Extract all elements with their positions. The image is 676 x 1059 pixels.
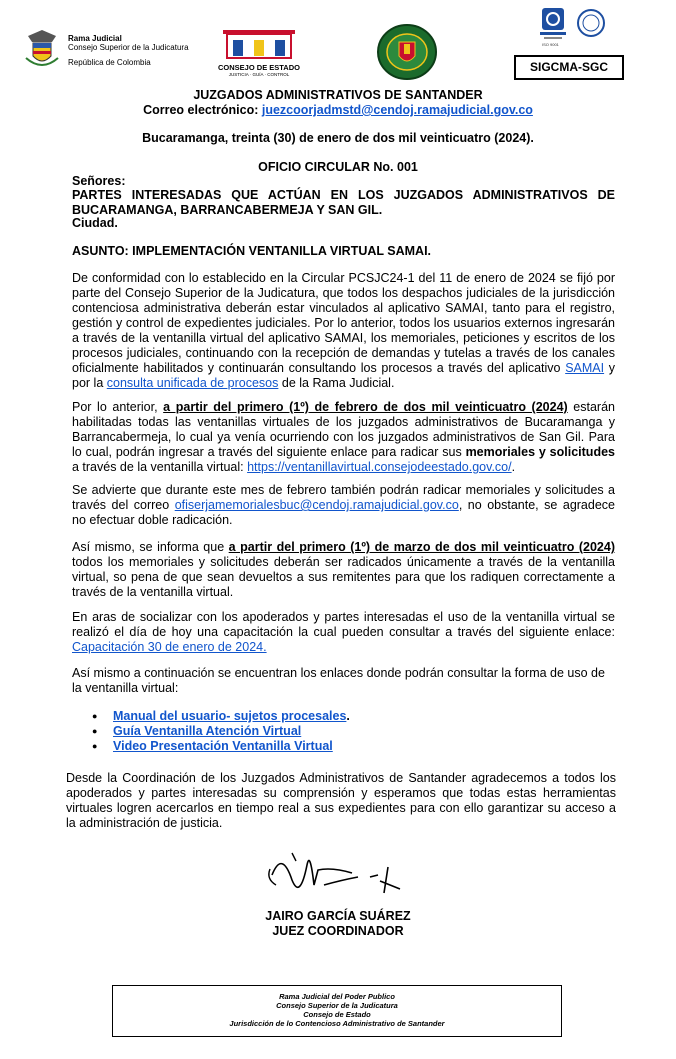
video-presentacion-link[interactable]: Video Presentación Ventanilla Virtual [113, 739, 333, 753]
salutation: Señores: [72, 174, 126, 188]
list-item [92, 709, 350, 724]
colombia-coat-of-arms-icon [22, 28, 62, 72]
guia-ventanilla-link[interactable]: Guía Ventanilla Atención Virtual [113, 724, 302, 738]
circular-title: OFICIO CIRCULAR No. 001 [258, 160, 418, 174]
sigcma-label: SIGCMA-SGC [530, 60, 608, 74]
footer-line-3: Consejo de Estado [303, 1010, 371, 1019]
city: Ciudad. [72, 216, 118, 230]
email-line [0, 103, 676, 118]
resource-links-list [92, 709, 350, 754]
p2-mid2: a través de la ventanilla virtual: [72, 460, 248, 474]
consejo-de-estado-logo [214, 28, 304, 80]
signer-name: JAIRO GARCÍA SUÁREZ [265, 909, 411, 923]
footer-line-1: Rama Judicial del Poder Publico [279, 992, 395, 1001]
p2-mid: estarán habilitadas todas las ventanillas virtuales de los juzgados administrativos de Bucaramanga y Barrancabermeja, lo cual ya venía ocurriendo con los juzgados administrativos de San Gil. Para lo cual, podrán ingresar a través del siguiente enlace para radicar sus [72, 400, 616, 459]
cert-badge-text: ISO 9001 [542, 42, 559, 47]
consulta-unificada-link[interactable]: consulta unificada de procesos [106, 376, 279, 390]
p3-start: Se advierte que durante este mes de febrero también podrán radicar memoriales y solicitudes a través del correo [72, 483, 615, 512]
consejo-logo-motto: JUSTICIA · GUÍA · CONTROL [228, 72, 290, 77]
jurisdiction-emblem [375, 22, 439, 82]
subject-line: ASUNTO: IMPLEMENTACIÓN VENTANILLA VIRTUAL SAMAI. [72, 244, 432, 258]
consejo-logo-name: CONSEJO DE ESTADO [218, 63, 300, 72]
signer-title: JUEZ COORDINADOR [272, 924, 404, 938]
handwritten-signature [262, 845, 422, 905]
p1-text: De conformidad con lo establecido en la Circular PCSJC24-1 del 11 de enero de 2024 se fijó por parte del Consejo Superior de la Judicatura, que todos los despachos judiciales de la jurisdicción contenciosa administrativa deberán estar vinculados al aplicativo SAMAI, tanto para el registro, gestión y control de expedientes judiciales. Por lo anterior, todos los usuarios externos ingresarán a través de la ventanilla virtual del aplicativo SAMAI, los memoriales, peticiones y escritos de los procesos judiciales, continuando con la recepción de demandas y tutelas a través de los canales oficialmente habilitados y continuarán consultando los procesos a través del aplicativo [72, 271, 615, 375]
p1-mid: y por la [72, 361, 616, 390]
capacitacion-link[interactable]: Capacitación 30 de enero de 2024. [72, 640, 267, 654]
paragraph-2 [72, 400, 615, 475]
manual-usuario-link[interactable]: Manual del usuario- sujetos procesales [113, 709, 347, 723]
p5-text: En aras de socializar con los apoderados y partes interesadas el uso de la ventanilla virtual se realizó el día de hoy una capacitación la cual pueden consultar a través del siguiente enlace: [72, 610, 615, 639]
paragraph-1 [72, 271, 615, 391]
building-columns-icon [219, 28, 299, 60]
iqnet-certification-icon [576, 8, 606, 38]
memoriales-email-link[interactable]: ofiserjamemorialesbuc@cendoj.ramajudicial.gov.co [174, 498, 459, 512]
footer-line-2: Consejo Superior de la Judicatura [276, 1001, 398, 1010]
rama-line-3: República de Colombia [68, 58, 151, 67]
footer-box [112, 985, 562, 1037]
paragraph-6: Así mismo a continuación se encuentran los enlaces donde podrán consultar la forma de uso de la ventanilla virtual: [72, 666, 605, 695]
icontec-certification-icon [536, 6, 576, 42]
list-item [92, 739, 350, 754]
p2-start: Por lo anterior, [72, 400, 164, 414]
p4-end: todos los memoriales y solicitudes deberán ser radicados únicamente a través de la ventanilla virtual, so pena de que sean devueltos a sus remitentes para que los radiquen correctamente a través de la ventanilla virtual. [72, 555, 615, 599]
footer-line-4: Jurisdicción de lo Contencioso Administrativo de Santander [229, 1019, 445, 1028]
link1-suffix: . [346, 709, 350, 723]
p4-start: Así mismo, se informa que [72, 540, 229, 554]
email-link[interactable]: juezcoorjadmstd@cendoj.ramajudicial.gov.co [261, 103, 533, 117]
p1-end: de la Rama Judicial. [278, 376, 395, 390]
rama-judicial-logo [22, 28, 202, 76]
p4-date-highlight: a partir del primero (1º) de marzo de dos mil veinticuatro (2024) [228, 540, 615, 554]
p2-end: . [511, 460, 516, 474]
rama-line-2: Consejo Superior de la Judicatura [68, 43, 189, 52]
office-title: JUZGADOS ADMINISTRATIVOS DE SANTANDER [193, 88, 483, 102]
emblem-seal-icon [375, 22, 439, 82]
paragraph-4 [72, 540, 615, 600]
paragraph-3 [72, 483, 615, 528]
paragraph-7: Desde la Coordinación de los Juzgados Administrativos de Santander agradecemos a todos los apoderados y partes interesadas su comprensión y esperamos que todas estas herramientas virtuales logren acercarlos en tiempo real a sus expedientes para con ello garantizar su acceso a la administración de justicia. [66, 771, 616, 830]
sigcma-label-box [514, 55, 624, 80]
ventanilla-virtual-link[interactable]: https://ventanillavirtual.consejodeestado.gov.co/ [247, 460, 512, 474]
p2-date-highlight: a partir del primero (1º) de febrero de dos mil veinticuatro (2024) [163, 400, 568, 414]
paragraph-5 [72, 610, 615, 655]
certification-badges [536, 6, 626, 46]
p2-memoriales-highlight: memoriales y solicitudes [465, 445, 615, 459]
rama-line-1: Rama Judicial [68, 34, 122, 43]
email-label: Correo electrónico: [143, 103, 259, 117]
p3-end: , no obstante, se agradece no efectuar doble radicación. [72, 498, 615, 527]
recipients: PARTES INTERESADAS QUE ACTÚAN EN LOS JUZGADOS ADMINISTRATIVOS DE BUCARAMANGA, BARRANCABERMEJA Y SAN GIL. [72, 188, 615, 217]
samai-link[interactable]: SAMAI [565, 361, 605, 375]
date-line: Bucaramanga, treinta (30) de enero de dos mil veinticuatro (2024). [142, 131, 534, 145]
list-item [92, 724, 350, 739]
